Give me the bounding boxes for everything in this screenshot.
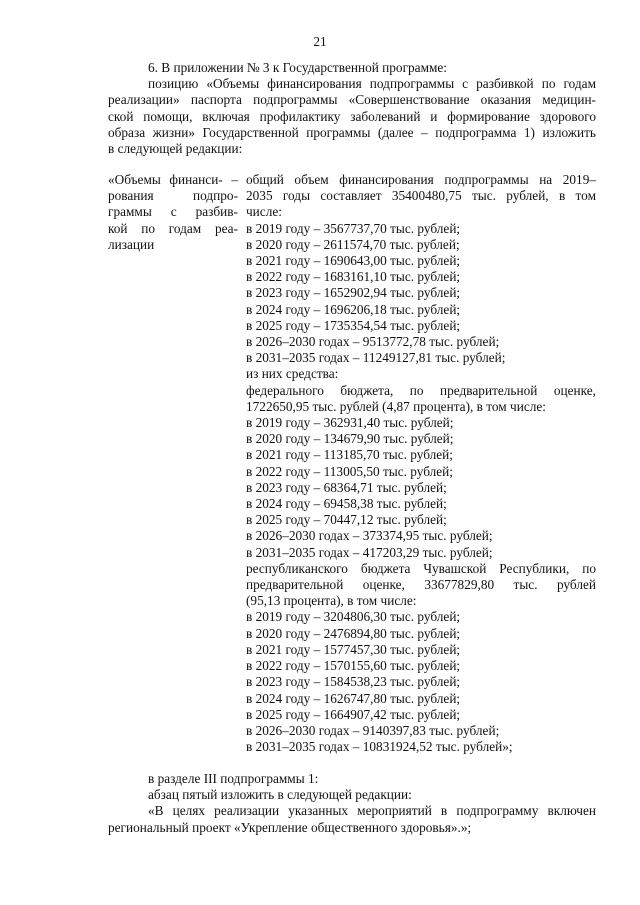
quoted-paragraph xyxy=(108,803,596,835)
intro-section xyxy=(108,60,596,157)
list-item: в 2023 году – 68364,71 тыс. рублей; xyxy=(246,479,447,495)
label-line: граммы с разбив- xyxy=(108,204,238,220)
passport-position-value xyxy=(246,172,596,755)
section-three-amendment xyxy=(108,771,596,836)
page-number: 21 xyxy=(313,34,327,49)
republic-line: республиканского бюджета Чувашской Республики, по xyxy=(246,560,596,576)
label-line: рования подпро- xyxy=(108,188,238,204)
intro-line: реализации» паспорта подпрограммы «Совершенствование оказания медицин- xyxy=(108,92,596,108)
label-line: кой по годам реа- xyxy=(108,220,238,236)
total-line: числе: xyxy=(246,204,282,220)
quote-line: региональный проект «Укрепление общественного здоровья».»; xyxy=(108,819,472,835)
list-item: в 2031–2035 годах – 10831924,52 тыс. рублей»; xyxy=(246,739,513,755)
sources-heading: из них средства: xyxy=(246,366,339,382)
label-line: «Объемы финанси- – xyxy=(108,172,238,187)
republic-line: предварительной оценке, 33677829,80 тыс. рублей xyxy=(246,577,596,593)
list-item: в 2025 году – 70447,12 тыс. рублей; xyxy=(246,512,447,528)
list-item: в 2021 году – 113185,70 тыс. рублей; xyxy=(246,447,453,463)
label-line: лизации xyxy=(108,236,155,252)
section-three-line: абзац пятый изложить в следующей редакции: xyxy=(148,787,412,803)
list-item: в 2019 году – 3567737,70 тыс. рублей; xyxy=(246,220,461,236)
federal-years-list xyxy=(246,415,596,561)
list-item: в 2025 году – 1664907,42 тыс. рублей; xyxy=(246,706,461,722)
list-item: в 2022 году – 1683161,10 тыс. рублей; xyxy=(246,269,461,285)
federal-line: 1722650,95 тыс. рублей (4,87 процента), в том числе: xyxy=(246,398,546,414)
intro-line: в следующей редакции: xyxy=(108,141,243,157)
federal-line: федерального бюджета, по предварительной оценке, xyxy=(246,382,596,398)
total-years-list xyxy=(246,221,596,367)
list-item: в 2020 году – 2476894,80 тыс. рублей; xyxy=(246,625,461,641)
republic-budget-paragraph xyxy=(246,561,596,610)
list-item: в 2026–2030 годах – 9140397,83 тыс. рублей; xyxy=(246,722,500,738)
list-item: в 2019 году – 362931,40 тыс. рублей; xyxy=(246,415,454,431)
list-item: в 2023 году – 1652902,94 тыс. рублей; xyxy=(246,285,461,301)
total-line: общий объем финансирования подпрограммы на 2019– xyxy=(246,172,596,187)
intro-line: ской помощи, включая профилактику заболеваний и формирование здорового xyxy=(108,108,596,124)
list-item: в 2021 году – 1690643,00 тыс. рублей; xyxy=(246,253,461,269)
list-item: в 2019 году – 3204806,30 тыс. рублей; xyxy=(246,609,461,625)
section-three-line: в разделе III подпрограммы 1: xyxy=(148,771,319,786)
list-item: в 2026–2030 годах – 373374,95 тыс. рублей; xyxy=(246,528,493,544)
list-item: в 2023 году – 1584538,23 тыс. рублей; xyxy=(246,674,461,690)
list-item: в 2025 году – 1735354,54 тыс. рублей; xyxy=(246,317,461,333)
total-financing-paragraph xyxy=(246,172,596,221)
quote-line: «В целях реализации указанных мероприятий в подпрограмму включен xyxy=(148,803,596,819)
list-item: в 2022 году – 1570155,60 тыс. рублей; xyxy=(246,658,461,674)
republic-years-list xyxy=(246,609,596,755)
list-item: в 2020 году – 134679,90 тыс. рублей; xyxy=(246,431,454,447)
list-item: в 2031–2035 годах – 11249127,81 тыс. рублей; xyxy=(246,350,506,366)
list-item: в 2024 году – 1696206,18 тыс. рублей; xyxy=(246,301,461,317)
passport-position-label xyxy=(108,172,238,253)
list-item: в 2026–2030 годах – 9513772,78 тыс. рублей; xyxy=(246,334,500,350)
list-item: в 2031–2035 годах – 417203,29 тыс. рублей; xyxy=(246,544,493,560)
total-line: 2035 годы составляет 35400480,75 тыс. рублей, в том xyxy=(246,188,596,204)
intro-line: образа жизни» Государственной программы (далее – подпрограмма 1) изложить xyxy=(108,124,596,140)
intro-line: позицию «Объемы финансирования подпрограммы с разбивкой по годам xyxy=(148,76,596,92)
list-item: в 2022 году – 113005,50 тыс. рублей; xyxy=(246,463,453,479)
intro-paragraph xyxy=(108,76,596,157)
list-item: в 2024 году – 69458,38 тыс. рублей; xyxy=(246,496,447,512)
federal-budget-paragraph xyxy=(246,383,596,415)
list-item: в 2024 году – 1626747,80 тыс. рублей; xyxy=(246,690,461,706)
republic-line: (95,13 процента), в том числе: xyxy=(246,593,417,609)
list-item: в 2021 году – 1577457,30 тыс. рублей; xyxy=(246,641,461,657)
intro-heading: 6. В приложении № 3 к Государственной программе: xyxy=(148,60,448,75)
list-item: в 2020 году – 2611574,70 тыс. рублей; xyxy=(246,236,460,252)
